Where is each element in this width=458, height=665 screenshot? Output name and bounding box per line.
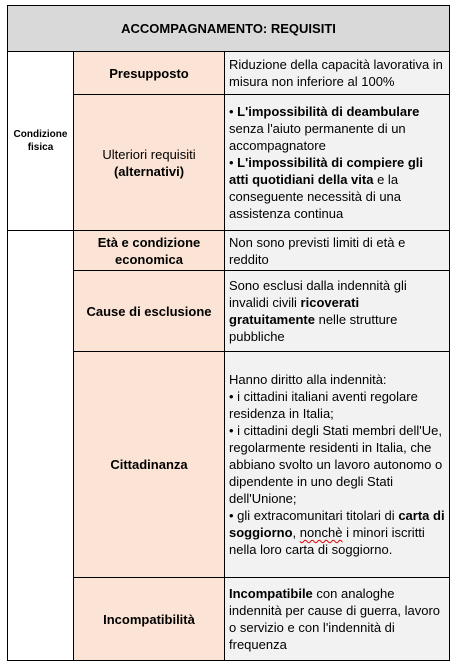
label-ulteriori: Ulteriori requisiti (alternativi) (74, 95, 225, 231)
cause-text-bold: ricoverati gratuitamente (229, 295, 360, 327)
ulteriori-bullet-1-bold: L'impossibilità di deambulare (237, 104, 420, 119)
label-presupposto: Presupposto (74, 52, 225, 95)
bullet-icon: • (229, 423, 238, 438)
cause-text-b: nelle strutture pubbliche (229, 312, 398, 344)
cittadinanza-bullet-3-c: i minori iscritti nella loro carta di soggiorno. (229, 525, 425, 557)
value-ulteriori (225, 95, 450, 231)
incompat-text-bold: Incompatibile (229, 586, 313, 601)
value-incompat (225, 578, 450, 661)
cittadinanza-bullet-2: i cittadini degli Stati membri dell'Ue, regolarmente residenti in Italia, che abbiano svolto un lavoro autonomo o dipendente in uno degli Stati dell'Unione; (229, 423, 443, 506)
value-cittadinanza (225, 352, 450, 578)
ulteriori-bullet-2-rest: e la conseguente necessità di una assistenza continua (229, 172, 402, 221)
label-ulteriori-text: Ulteriori requisiti (102, 146, 196, 162)
cittadinanza-bullet-3-spellcheck: nonchè (299, 525, 343, 540)
ulteriori-bullet-2-bold: L'impossibilità di compiere gli atti quotidiani della vita (229, 155, 424, 187)
table-row-cause (8, 271, 450, 352)
value-presupposto: Riduzione della capacità lavorativa in misura non inferiore al 100% (225, 52, 450, 95)
cause-text-a: Sono esclusi dalla indennità gli invalidi civili (229, 278, 407, 310)
table-title: ACCOMPAGNAMENTO: REQUISITI (8, 6, 450, 52)
bullet-icon: • (229, 508, 238, 523)
cittadinanza-intro: Hanno diritto alla indennità: (229, 372, 387, 387)
value-eta: Non sono previsti limiti di età e reddito (225, 231, 450, 271)
table-row-cittadinanza (8, 352, 450, 578)
bullet-icon: • (229, 389, 238, 404)
cittadinanza-bullet-3-bold: carta di soggiorno (229, 508, 445, 540)
cittadinanza-bullet-3-comma: , (292, 525, 297, 540)
requirements-table (7, 5, 450, 661)
label-ulteriori-alt: alternativi (118, 163, 180, 179)
value-cause (225, 271, 450, 352)
table-row-presupposto (8, 52, 450, 95)
bullet-icon: • (229, 104, 238, 119)
label-incompat: Incompatibilità (74, 578, 225, 661)
label-eta: Età e condizione economica (74, 231, 225, 271)
label-cause: Cause di esclusione (74, 271, 225, 352)
bullet-icon: • (229, 155, 238, 170)
table-row-eta (8, 231, 450, 271)
incompat-text-rest: con analoghe indennità per cause di guerra, lavoro o servizio e con l'indennità di frequenza (229, 586, 441, 652)
table-row-incompat (8, 578, 450, 661)
empty-category-cell (8, 231, 74, 661)
category-cell: Condizione fisica (8, 52, 74, 231)
ulteriori-bullet-1-rest: senza l'aiuto permanente di un accompagnatore (229, 121, 406, 153)
cittadinanza-bullet-3-a: gli extracomunitari titolari di (237, 508, 395, 523)
label-cittadinanza: Cittadinanza (74, 352, 225, 578)
cittadinanza-bullet-1: i cittadini italiani aventi regolare residenza in Italia; (229, 389, 418, 421)
table-row-ulteriori (8, 95, 450, 231)
